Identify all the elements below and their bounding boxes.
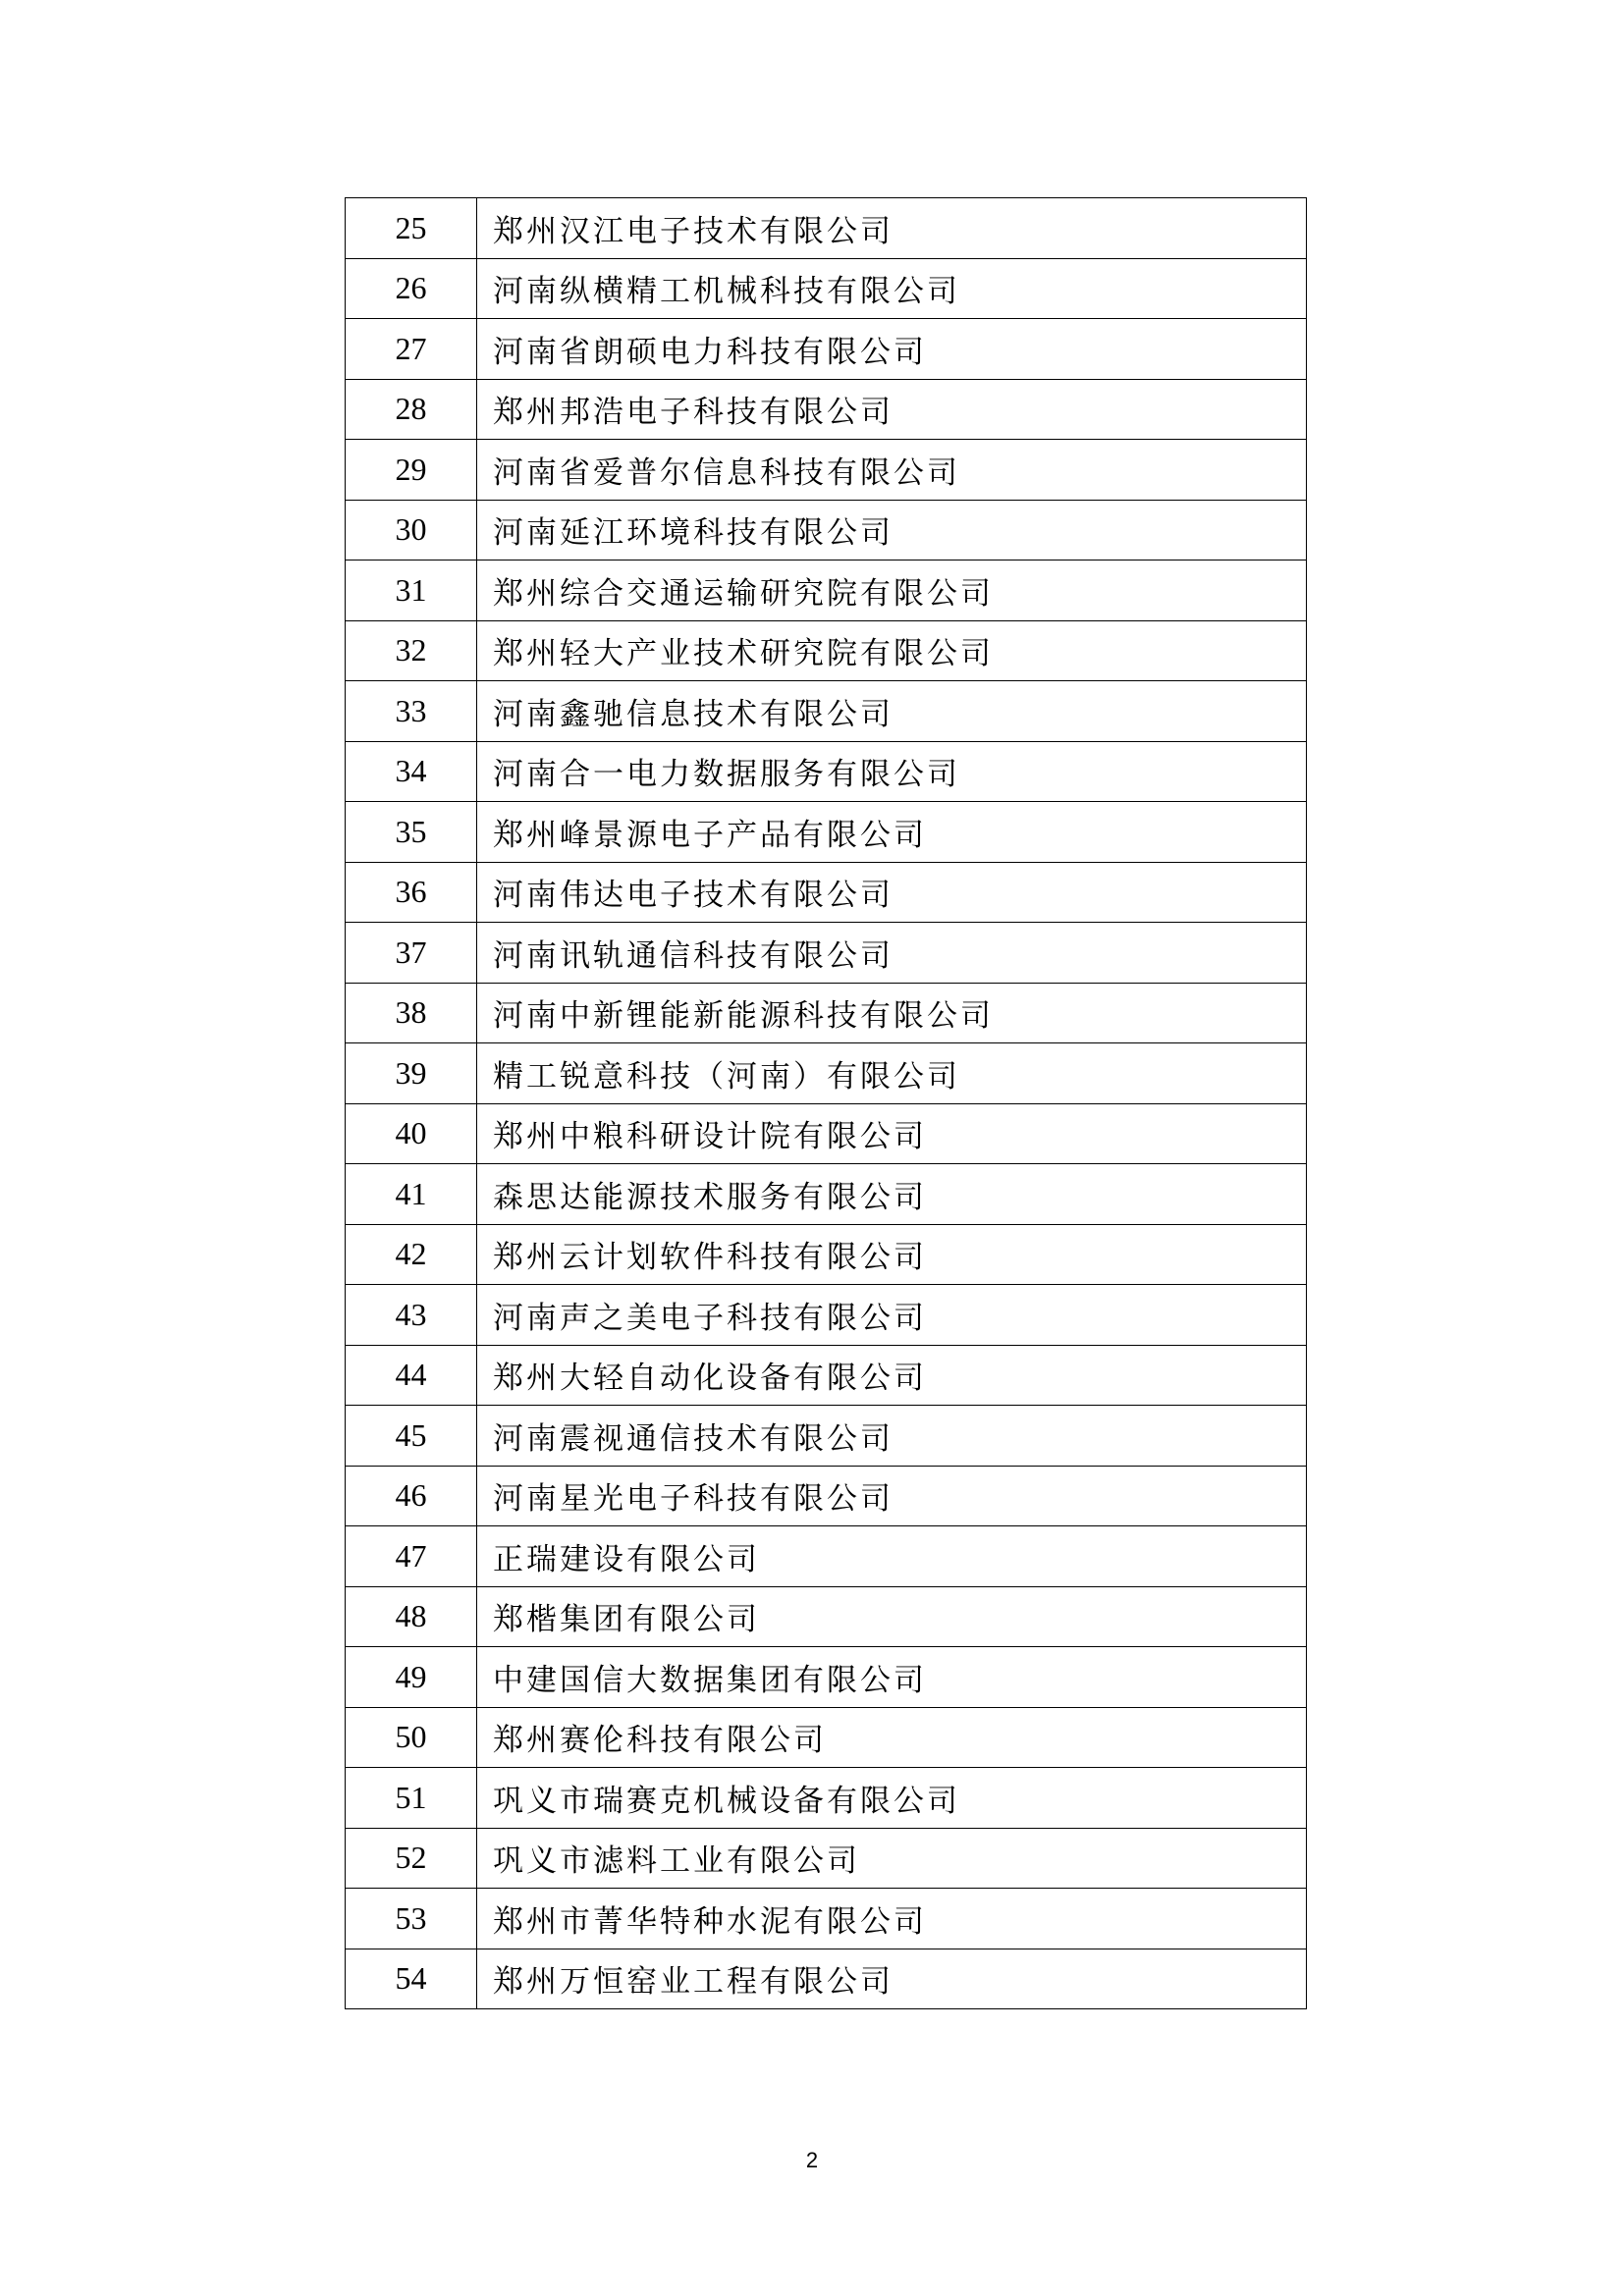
row-number: 27: [346, 319, 477, 380]
row-number: 35: [346, 802, 477, 863]
company-name: 河南伟达电子技术有限公司: [477, 862, 1307, 923]
table-row: [346, 1466, 1307, 1526]
table-row: [346, 500, 1307, 561]
table-row: [346, 1526, 1307, 1587]
row-number: 26: [346, 258, 477, 319]
table-row: [346, 620, 1307, 681]
table-row: [346, 983, 1307, 1043]
row-number: 31: [346, 561, 477, 621]
table-row: [346, 923, 1307, 984]
table-row: [346, 561, 1307, 621]
company-name: 巩义市滤料工业有限公司: [477, 1828, 1307, 1889]
table-row: [346, 1889, 1307, 1949]
row-number: 41: [346, 1164, 477, 1225]
company-name: 河南纵横精工机械科技有限公司: [477, 258, 1307, 319]
row-number: 54: [346, 1949, 477, 2009]
row-number: 50: [346, 1707, 477, 1768]
company-name: 中建国信大数据集团有限公司: [477, 1647, 1307, 1708]
table-row: [346, 440, 1307, 501]
table-row: [346, 1828, 1307, 1889]
company-name: 郑州万恒窑业工程有限公司: [477, 1949, 1307, 2009]
row-number: 43: [346, 1285, 477, 1346]
table-row: [346, 1043, 1307, 1104]
table-row: [346, 258, 1307, 319]
table-row: [346, 379, 1307, 440]
row-number: 37: [346, 923, 477, 984]
company-name: 河南中新锂能新能源科技有限公司: [477, 983, 1307, 1043]
company-name: 郑州中粮科研设计院有限公司: [477, 1103, 1307, 1164]
company-name: 正瑞建设有限公司: [477, 1526, 1307, 1587]
company-name: 河南延江环境科技有限公司: [477, 500, 1307, 561]
table-row: [346, 1647, 1307, 1708]
table-row: [346, 1103, 1307, 1164]
company-name: 郑州综合交通运输研究院有限公司: [477, 561, 1307, 621]
row-number: 33: [346, 681, 477, 742]
row-number: 46: [346, 1466, 477, 1526]
row-number: 32: [346, 620, 477, 681]
table-row: [346, 1586, 1307, 1647]
row-number: 40: [346, 1103, 477, 1164]
table-row: [346, 1707, 1307, 1768]
table-row: [346, 1345, 1307, 1406]
company-name: 郑州峰景源电子产品有限公司: [477, 802, 1307, 863]
company-list-table: [345, 197, 1307, 2009]
table-row: [346, 741, 1307, 802]
row-number: 53: [346, 1889, 477, 1949]
company-name: 郑州云计划软件科技有限公司: [477, 1224, 1307, 1285]
page-number: 2: [805, 2148, 819, 2172]
company-name: 河南星光电子科技有限公司: [477, 1466, 1307, 1526]
company-name: 郑州大轻自动化设备有限公司: [477, 1345, 1307, 1406]
company-name: 河南震视通信技术有限公司: [477, 1406, 1307, 1467]
row-number: 36: [346, 862, 477, 923]
company-name: 郑州市菁华特种水泥有限公司: [477, 1889, 1307, 1949]
company-name: 河南鑫驰信息技术有限公司: [477, 681, 1307, 742]
company-name: 郑州邦浩电子科技有限公司: [477, 379, 1307, 440]
row-number: 49: [346, 1647, 477, 1708]
table-row: [346, 1949, 1307, 2009]
company-list-body: [346, 198, 1307, 2009]
table-row: [346, 1406, 1307, 1467]
row-number: 39: [346, 1043, 477, 1104]
company-name: 郑州轻大产业技术研究院有限公司: [477, 620, 1307, 681]
table-row: [346, 198, 1307, 259]
table-row: [346, 802, 1307, 863]
row-number: 34: [346, 741, 477, 802]
row-number: 47: [346, 1526, 477, 1587]
row-number: 28: [346, 379, 477, 440]
company-name: 郑楷集团有限公司: [477, 1586, 1307, 1647]
company-name: 河南讯轨通信科技有限公司: [477, 923, 1307, 984]
table-row: [346, 1768, 1307, 1829]
row-number: 48: [346, 1586, 477, 1647]
company-name: 河南省爱普尔信息科技有限公司: [477, 440, 1307, 501]
table-row: [346, 1224, 1307, 1285]
row-number: 38: [346, 983, 477, 1043]
table-row: [346, 1164, 1307, 1225]
table-row: [346, 319, 1307, 380]
row-number: 51: [346, 1768, 477, 1829]
row-number: 44: [346, 1345, 477, 1406]
row-number: 52: [346, 1828, 477, 1889]
company-name: 河南声之美电子科技有限公司: [477, 1285, 1307, 1346]
company-name: 河南合一电力数据服务有限公司: [477, 741, 1307, 802]
row-number: 45: [346, 1406, 477, 1467]
company-name: 郑州汉江电子技术有限公司: [477, 198, 1307, 259]
table-row: [346, 862, 1307, 923]
company-name: 巩义市瑞赛克机械设备有限公司: [477, 1768, 1307, 1829]
company-name: 河南省朗硕电力科技有限公司: [477, 319, 1307, 380]
company-name: 森思达能源技术服务有限公司: [477, 1164, 1307, 1225]
row-number: 29: [346, 440, 477, 501]
company-name: 郑州赛伦科技有限公司: [477, 1707, 1307, 1768]
company-name: 精工锐意科技（河南）有限公司: [477, 1043, 1307, 1104]
row-number: 30: [346, 500, 477, 561]
table-row: [346, 1285, 1307, 1346]
row-number: 25: [346, 198, 477, 259]
table-row: [346, 681, 1307, 742]
row-number: 42: [346, 1224, 477, 1285]
